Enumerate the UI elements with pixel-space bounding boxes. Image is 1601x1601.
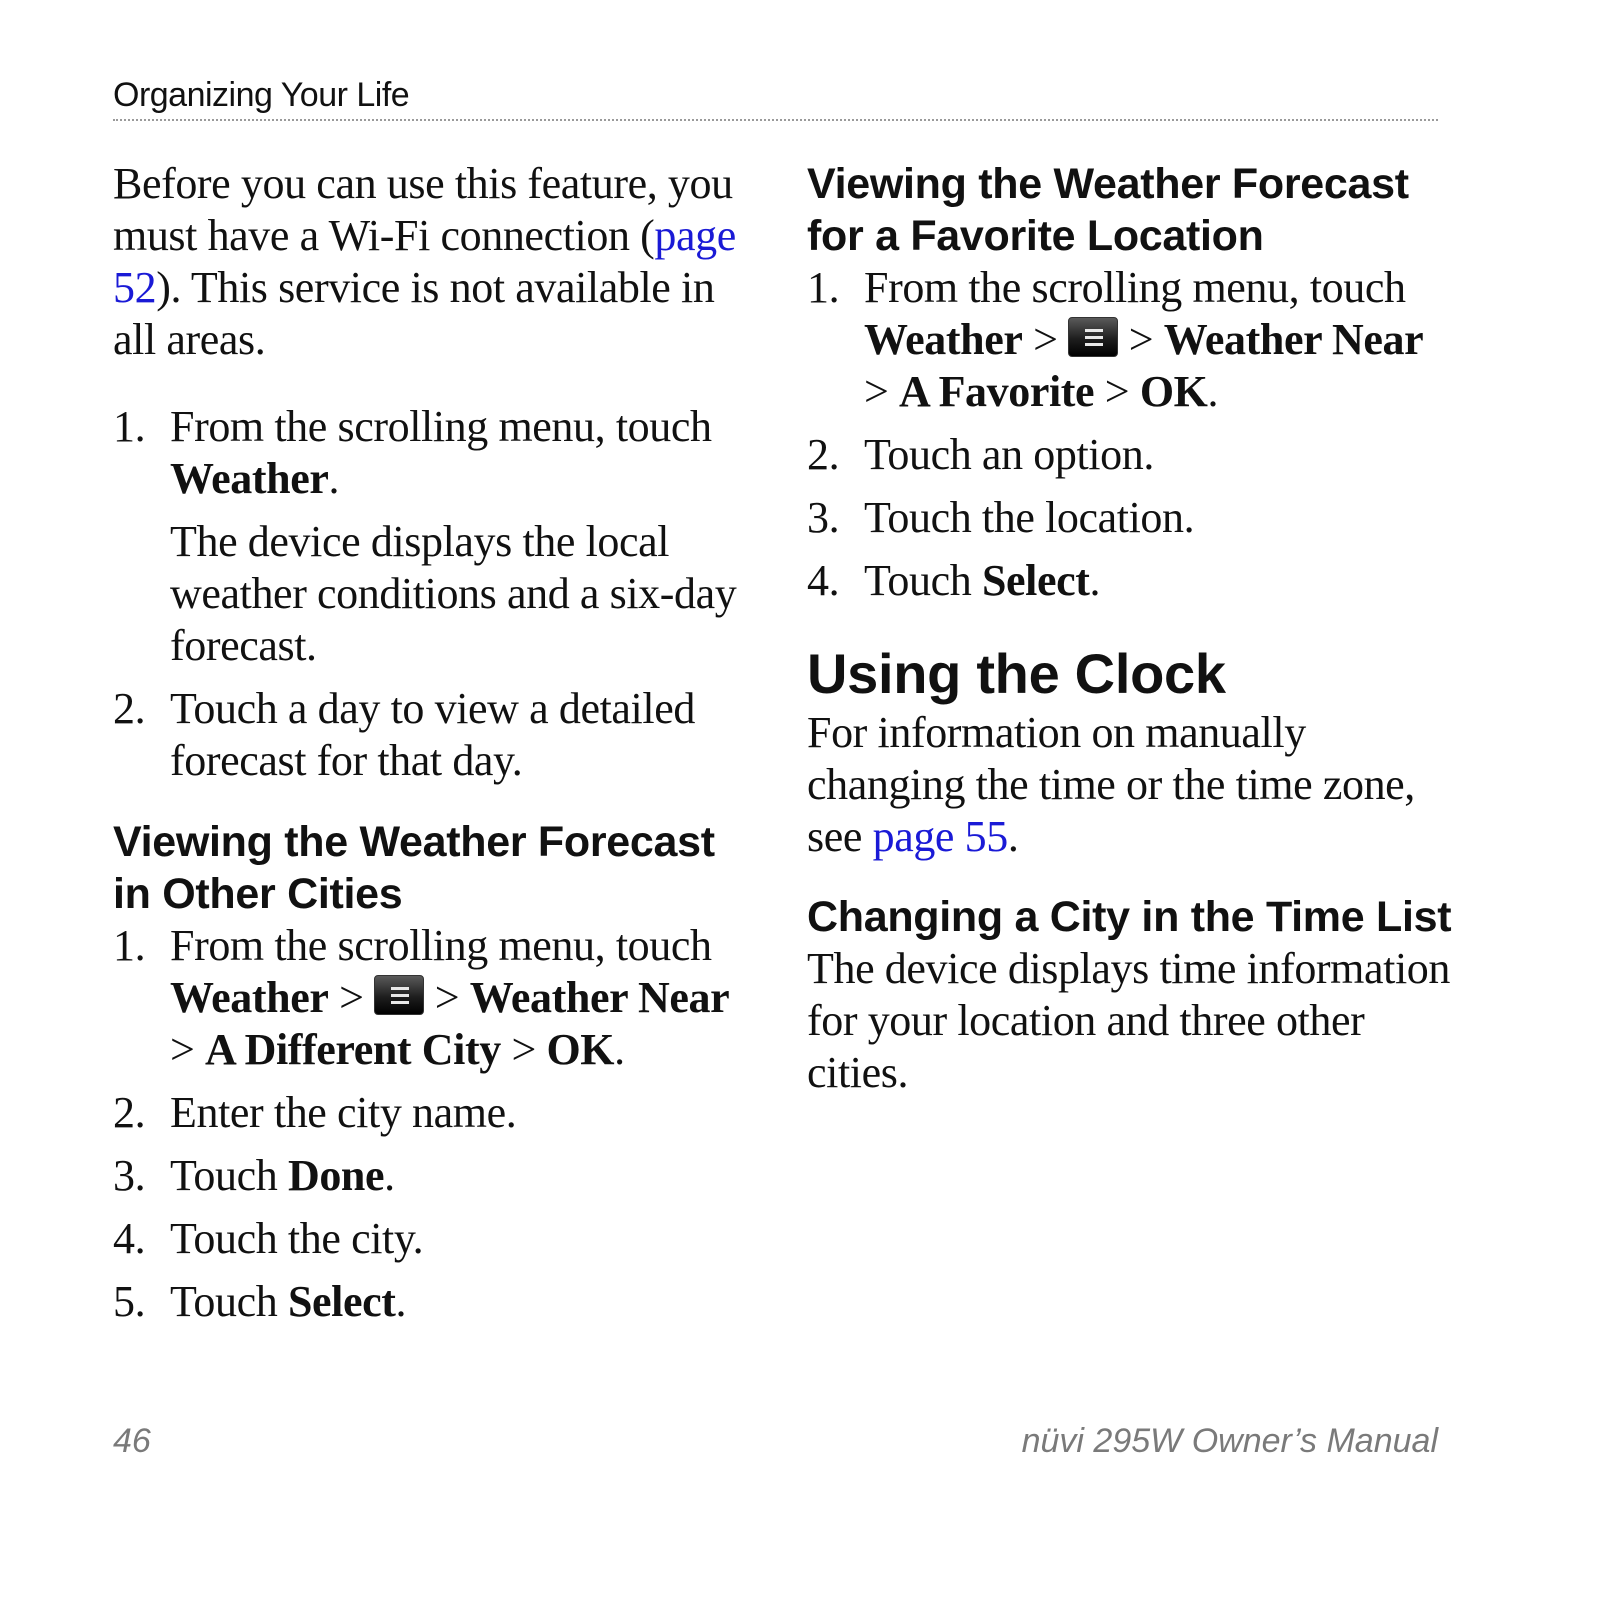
separator: > <box>864 367 900 416</box>
step-text: Touch an option. <box>864 430 1154 479</box>
step-text: . <box>384 1151 395 1200</box>
separator: > <box>170 1025 206 1074</box>
list-item <box>807 555 1457 607</box>
favorite-steps <box>807 262 1457 607</box>
step-bold: OK <box>1139 367 1208 416</box>
intro-paragraph <box>113 158 753 366</box>
clock-text-end: . <box>1007 812 1019 861</box>
step-note-text: The device displays the local weather conditions and a six-day forecast. <box>170 517 737 670</box>
step-text: Touch the city. <box>170 1214 424 1263</box>
step-number: 1. <box>113 921 146 970</box>
list-item <box>113 1087 753 1139</box>
step-text: . <box>395 1277 407 1326</box>
menu-icon <box>374 975 424 1015</box>
right-column <box>807 158 1457 1099</box>
heading-change-city: Changing a City in the Time List <box>807 893 1452 941</box>
header-rule <box>113 119 1438 121</box>
menu-icon <box>1068 317 1118 357</box>
list-item <box>807 262 1457 418</box>
step-text: Touch <box>170 1277 288 1326</box>
step-number: 3. <box>807 493 840 542</box>
step-bold: A Different City <box>205 1025 501 1074</box>
step-text: . <box>1089 556 1101 605</box>
step-text: Touch <box>864 556 982 605</box>
step-bold: Select <box>981 556 1090 605</box>
local-weather-steps <box>113 401 753 787</box>
separator: > <box>1022 315 1069 364</box>
page-number: 46 <box>113 1422 151 1460</box>
step-number: 2. <box>807 430 840 479</box>
step-number: 5. <box>113 1277 146 1326</box>
step-bold: OK <box>546 1025 615 1074</box>
city-paragraph: The device displays time information for your location and three other cities. <box>807 944 1450 1097</box>
list-item <box>113 1276 753 1328</box>
step-text: Enter the city name. <box>170 1088 517 1137</box>
clock-text: For information on manually changing the time or the time zone, see <box>807 708 1415 861</box>
separator: > <box>328 973 375 1022</box>
step-bold: A Favorite <box>899 367 1095 416</box>
separator: > <box>1118 315 1164 364</box>
page-55-link[interactable]: page 55 <box>872 812 1008 861</box>
step-text: . <box>614 1025 625 1074</box>
step-bold: Weather <box>170 454 329 503</box>
clock-paragraph <box>807 707 1457 863</box>
step-bold: Weather <box>864 315 1023 364</box>
step-text: From the scrolling menu, touch <box>170 402 712 451</box>
list-item <box>113 1150 753 1202</box>
heading-other-cities: Viewing the Weather Forecast in Other Cities <box>113 818 715 918</box>
step-number: 3. <box>113 1151 146 1200</box>
intro-text-1: Before you can use this feature, you must have a Wi-Fi connection ( <box>113 159 733 260</box>
list-item <box>807 429 1457 481</box>
step-text: . <box>1207 367 1219 416</box>
step-text: From the scrolling menu, touch <box>170 921 712 970</box>
list-item <box>113 401 753 505</box>
step-number: 4. <box>113 1214 146 1263</box>
step-text: From the scrolling menu, touch <box>864 263 1406 312</box>
step-bold: Weather <box>170 973 329 1022</box>
step-text: Touch <box>170 1151 288 1200</box>
step-text: . <box>328 454 340 503</box>
step-text: Touch a day to view a detailed forecast for that day. <box>170 684 695 785</box>
step-number: 4. <box>807 556 840 605</box>
left-column <box>113 158 753 1328</box>
step-number: 1. <box>807 263 840 312</box>
step-text: Touch the location. <box>864 493 1195 542</box>
step-bold: Select <box>287 1277 396 1326</box>
step-number: 2. <box>113 1088 146 1137</box>
separator: > <box>1094 367 1140 416</box>
list-item <box>807 492 1457 544</box>
step-bold: Weather Near <box>469 973 730 1022</box>
manual-title: nüvi 295W Owner’s Manual <box>1021 1422 1438 1460</box>
other-cities-steps <box>113 920 753 1328</box>
step-bold: Weather Near <box>1163 315 1424 364</box>
step-number: 1. <box>113 402 146 451</box>
separator: > <box>424 973 470 1022</box>
step-note <box>113 516 753 672</box>
list-item <box>113 920 753 1076</box>
list-item <box>113 1213 753 1265</box>
separator: > <box>500 1025 547 1074</box>
heading-using-clock: Using the Clock <box>807 642 1226 705</box>
step-number: 2. <box>113 684 146 733</box>
step-bold: Done <box>287 1151 385 1200</box>
intro-text-2: ). This service is not available in all areas. <box>113 263 715 364</box>
heading-favorite-location: Viewing the Weather Forecast for a Favorite Location <box>807 160 1409 260</box>
page-52-link[interactable]: page 52 <box>113 211 736 312</box>
running-header: Organizing Your Life <box>113 76 410 114</box>
list-item <box>113 683 753 787</box>
